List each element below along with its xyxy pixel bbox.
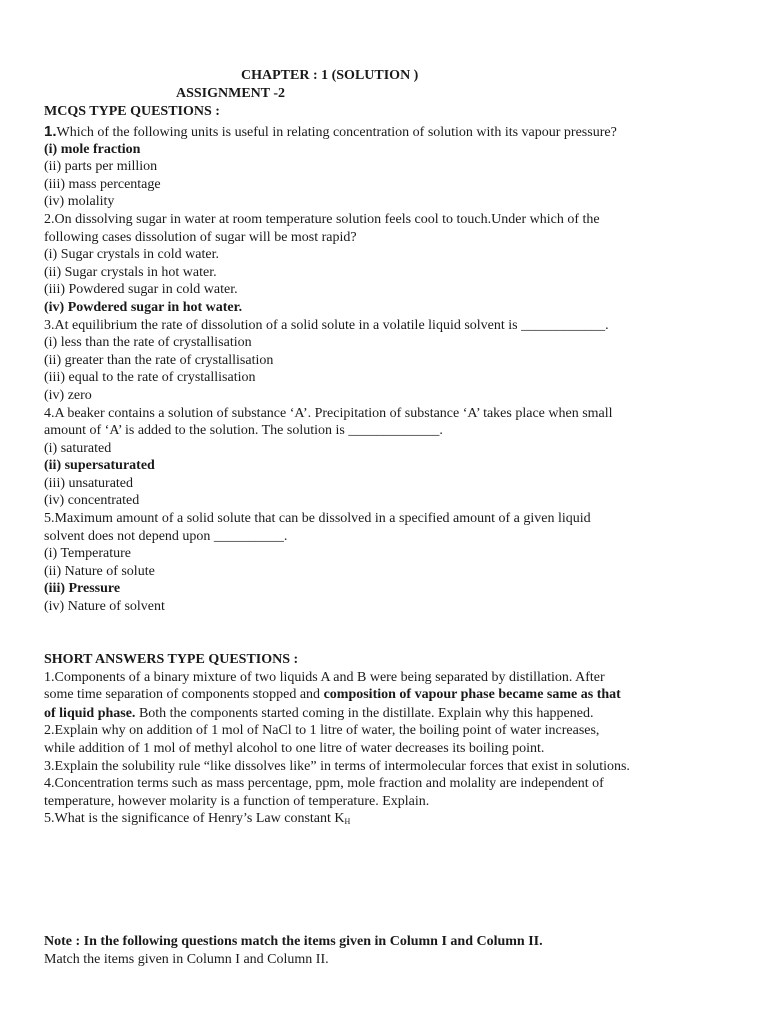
mcq-q1-number: 1.	[44, 123, 57, 140]
mcq-q4-option-2: (ii) supersaturated	[44, 458, 155, 473]
mcq-q2-option-2: (ii) Sugar crystals in hot water.	[44, 265, 217, 280]
mcq-q1-option-1: (i) mole fraction	[44, 142, 141, 157]
mcq-q1	[44, 123, 617, 141]
mcq-q2-option-4: (iv) Powdered sugar in hot water.	[44, 300, 243, 315]
mcq-q5-line1: 5.Maximum amount of a solid solute that can be dissolved in a specified amount of a given liquid	[44, 511, 591, 526]
mcq-q2-option-3: (iii) Powdered sugar in cold water.	[44, 282, 238, 297]
short-q3-line1: 3.Explain the solubility rule “like dissolves like” in terms of intermolecular forces that exist in solutions.	[44, 759, 630, 774]
mcq-q4-option-3: (iii) unsaturated	[44, 476, 134, 491]
short-q1-emphasis-end: of liquid phase.	[44, 706, 136, 721]
mcq-q3-line1: 3.At equilibrium the rate of dissolution of a solid solute in a volatile liquid solvent is ____________.	[44, 318, 609, 333]
short-q5-text: 5.What is the significance of Henry’s Law constant K	[44, 811, 345, 826]
note-match-text: Match the items given in Column I and Column II.	[44, 952, 329, 967]
mcq-q1-option-2: (ii) parts per million	[44, 159, 158, 174]
mcq-q2-option-1: (i) Sugar crystals in cold water.	[44, 247, 219, 262]
short-q1-line2-text: some time separation of components stopped and	[44, 687, 324, 702]
short-q2-line2: while addition of 1 mol of methyl alcohol to one litre of water decreases its boiling point.	[44, 741, 545, 756]
short-q1-line3-text: Both the components started coming in the distillate. Explain why this happened.	[135, 706, 594, 721]
mcq-q1-option-4: (iv) molality	[44, 194, 115, 209]
mcq-q4-option-1: (i) saturated	[44, 441, 112, 456]
mcq-q5-option-3: (iii) Pressure	[44, 581, 121, 596]
short-q1-line3	[44, 705, 593, 722]
mcq-q3-option-3: (iii) equal to the rate of crystallisation	[44, 370, 256, 385]
short-q4-line2: temperature, however molarity is a function of temperature. Explain.	[44, 794, 430, 809]
mcq-q3-option-4: (iv) zero	[44, 388, 92, 403]
mcq-q1-text: Which of the following units is useful in relating concentration of solution with its vapour pressure?	[56, 125, 617, 140]
short-q2-line1: 2.Explain why on addition of 1 mol of NaCl to 1 litre of water, the boiling point of water increases,	[44, 723, 600, 738]
note-instruction: Note : In the following questions match the items given in Column I and Column II.	[44, 934, 543, 949]
mcq-q4-line1: 4.A beaker contains a solution of substance ‘A’. Precipitation of substance ‘A’ takes place when small	[44, 406, 613, 421]
mcq-q3-option-1: (i) less than the rate of crystallisation	[44, 335, 252, 350]
short-q5-subscript: H	[344, 817, 351, 826]
mcq-q5-option-1: (i) Temperature	[44, 546, 131, 561]
mcq-q4-line2: amount of ‘A’ is added to the solution. The solution is _____________.	[44, 423, 443, 438]
mcq-q4-option-4: (iv) concentrated	[44, 493, 140, 508]
mcq-heading: MCQS TYPE QUESTIONS :	[44, 104, 220, 119]
short-q1-line1: 1.Components of a binary mixture of two liquids A and B were being separated by distillation. After	[44, 670, 605, 685]
short-q1-line2	[44, 686, 621, 703]
mcq-q1-option-3: (iii) mass percentage	[44, 177, 161, 192]
assignment-title: ASSIGNMENT -2	[176, 86, 286, 101]
mcq-q3-option-2: (ii) greater than the rate of crystallisation	[44, 353, 274, 368]
short-q1-emphasis: composition of vapour phase became same as that	[323, 687, 621, 702]
mcq-q2-line2: following cases dissolution of sugar will be most rapid?	[44, 230, 357, 245]
mcq-q2-line1: 2.On dissolving sugar in water at room temperature solution feels cool to touch.Under which of the	[44, 212, 600, 227]
short-heading: SHORT ANSWERS TYPE QUESTIONS :	[44, 652, 299, 667]
chapter-title: CHAPTER : 1 (SOLUTION )	[241, 68, 419, 83]
mcq-q5-option-2: (ii) Nature of solute	[44, 564, 155, 579]
short-q4-line1: 4.Concentration terms such as mass percentage, ppm, mole fraction and molality are independent of	[44, 776, 604, 791]
mcq-q5-line2: solvent does not depend upon __________.	[44, 529, 288, 544]
mcq-q5-option-4: (iv) Nature of solvent	[44, 599, 165, 614]
short-q5	[44, 810, 350, 830]
